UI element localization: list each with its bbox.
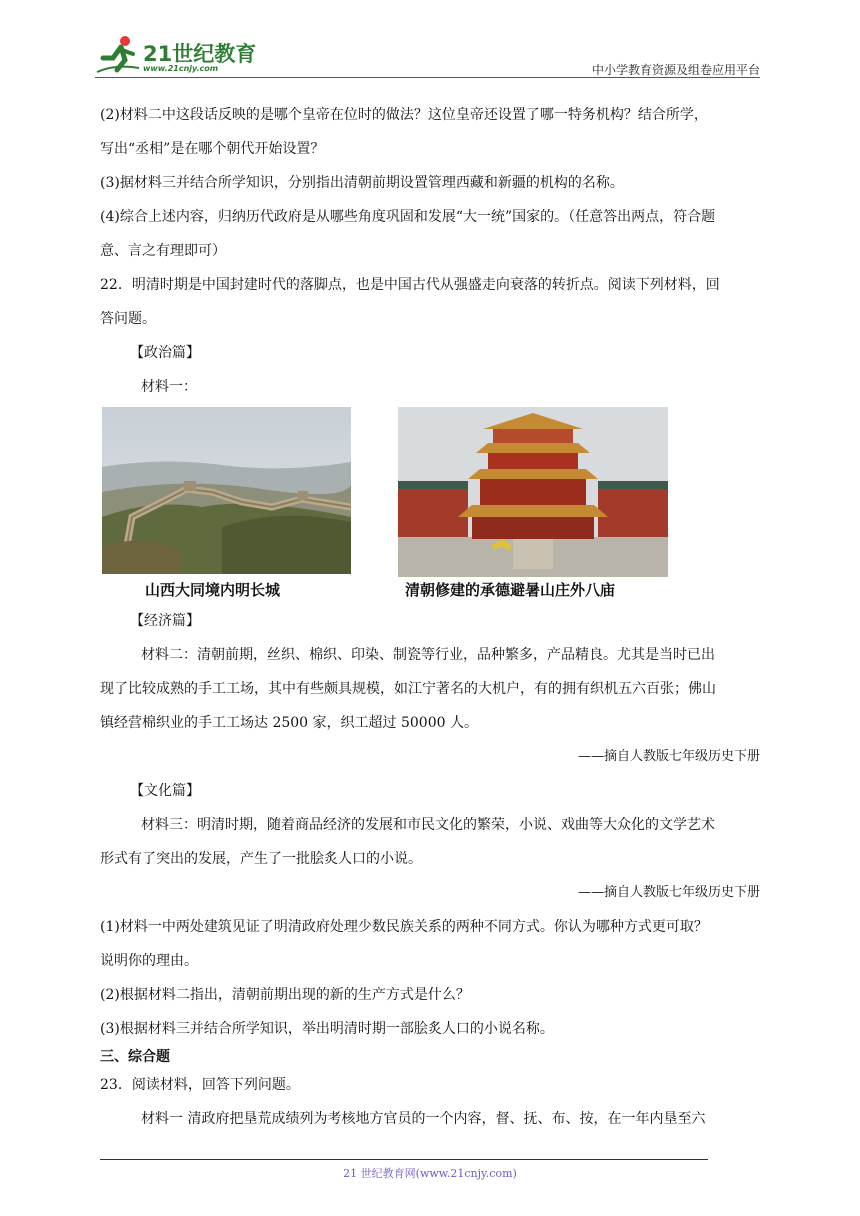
section-comprehensive: 三、综合题 bbox=[100, 1049, 170, 1065]
section-economy: 【经济篇】 bbox=[130, 613, 200, 629]
page-header bbox=[95, 34, 760, 78]
great-wall-image bbox=[102, 407, 351, 574]
material-2-line1: 材料二：清朝前期，丝织、棉织、印染、制瓷等行业，品种繁多，产品精良。尤其是当时已出 bbox=[141, 647, 715, 663]
question-21-part2-line1: (2)材料二中这段话反映的是哪个皇帝在位时的做法？这位皇帝还设置了哪一特务机构？结合所学， bbox=[100, 107, 708, 123]
material-2-line3: 镇经营棉织业的手工工场达 2500 家，织工超过 50000 人。 bbox=[100, 715, 478, 731]
material-1-23-line1: 材料一 清政府把垦荒成绩列为考核地方官员的一个内容，督、抚、布、按，在一年内垦至六 bbox=[141, 1111, 706, 1127]
logo-url: www.21cnjy.com bbox=[143, 64, 219, 73]
question-21-part4-line2: 意、言之有理即可） bbox=[100, 243, 226, 259]
header-divider bbox=[95, 77, 760, 78]
question-22-part3: (3)根据材料三并结合所学知识，举出明清时期一部脍炙人口的小说名称。 bbox=[100, 1021, 554, 1037]
question-22-part2: (2)根据材料二指出，清朝前期出现的新的生产方式是什么？ bbox=[100, 987, 470, 1003]
question-22-stem-line1: 22．明清时期是中国封建时代的落脚点，也是中国古代从强盛走向衰落的转折点。阅读下列材料，回 bbox=[100, 277, 720, 293]
section-culture: 【文化篇】 bbox=[130, 783, 200, 799]
question-22-part1-line1: (1)材料一中两处建筑见证了明清政府处理少数民族关系的两种不同方式。你认为哪种方式更可取？ bbox=[100, 919, 708, 935]
question-23-stem: 23．阅读材料，回答下列问题。 bbox=[100, 1077, 300, 1093]
material-3-source: ——摘自人教版七年级历史下册 bbox=[577, 885, 760, 900]
question-21-part2-line2: 写出“丞相”是在哪个朝代开始设置？ bbox=[100, 141, 325, 157]
question-22-part1-line2: 说明你的理由。 bbox=[100, 953, 198, 969]
material-3-line1: 材料三：明清时期，随着商品经济的发展和市民文化的繁荣，小说、戏曲等大众化的文学艺术 bbox=[141, 817, 715, 833]
site-logo bbox=[95, 34, 265, 76]
great-wall-caption: 山西大同境内明长城 bbox=[145, 581, 281, 599]
question-21-part3: (3)据材料三并结合所学知识，分别指出清朝前期设置管理西藏和新疆的机构的名称。 bbox=[100, 175, 624, 191]
material-2-source: ——摘自人教版七年级历史下册 bbox=[577, 749, 760, 764]
page-footer: 21 世纪教育网(www.21cnjy.com) bbox=[343, 1167, 517, 1180]
section-politics: 【政治篇】 bbox=[130, 345, 200, 361]
material-3-line2: 形式有了突出的发展，产生了一批脍炙人口的小说。 bbox=[100, 851, 422, 867]
question-22-stem-line2: 答问题。 bbox=[100, 311, 156, 327]
runner-logo-icon bbox=[95, 34, 141, 76]
temple-image bbox=[398, 407, 668, 577]
temple-caption: 清朝修建的承德避暑山庄外八庙 bbox=[405, 581, 616, 599]
material-1-label: 材料一： bbox=[141, 379, 197, 395]
logo-text: 21世纪教育 bbox=[143, 42, 257, 66]
great-wall-photo bbox=[102, 407, 351, 574]
temple-photo bbox=[398, 407, 668, 577]
platform-title: 中小学教育资源及组卷应用平台 bbox=[591, 63, 760, 77]
material-2-line2: 现了比较成熟的手工工场，其中有些颇具规模，如江宁著名的大机户，有的拥有织机五六百张；佛山 bbox=[100, 681, 716, 697]
footer-divider bbox=[100, 1159, 708, 1160]
question-21-part4-line1: (4)综合上述内容，归纳历代政府是从哪些角度巩固和发展“大一统”国家的。（任意答出两点，符合题 bbox=[100, 209, 716, 225]
